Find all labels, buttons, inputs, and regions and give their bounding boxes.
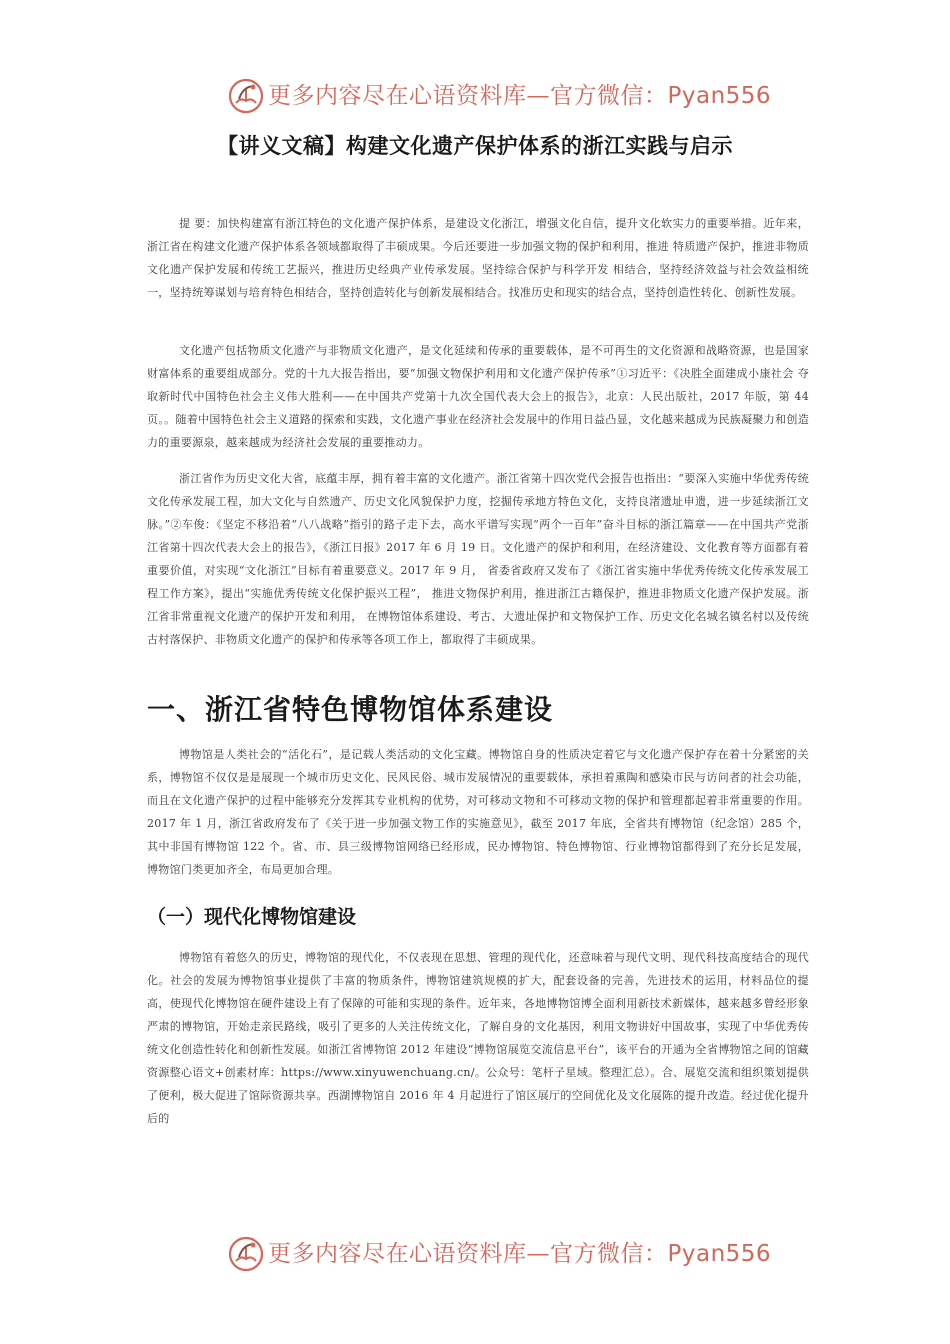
watermark-text-bottom: 更多内容尽在心语资料库—官方微信：Pyan556 xyxy=(268,1241,772,1267)
body-paragraph-3: 博物馆是人类社会的“活化石”，是记载人类活动的文化宝藏。博物馆自身的性质决定着它与文化遗产保护存在着十分紧密的关系，博物馆不仅仅是是展现一个城市历史文化、民风民俗、城市发展情况的重要载体，承担着熏陶和感染市民与访问者的社会功能，而且在文化遗产保护的过程中能够充分发挥其专业机构的优势，对可移动文物和不可移动文物的保护和管理都起着非常重要的作用。2017 年 1 月，浙江省政府发布了《关于进一步加强文物工作的实施意见》，截至 2017 年底，全省共有博物馆（纪念馆）285 个，其中非国有博物馆 122 个。省、市、县三级博物馆网络已经形成，民办博物馆、特色博物馆、行业博物馆都得到了充分长足发展，博物馆门类更加齐全，布局更加合理。 xyxy=(147,748,809,876)
section-heading-1: 一、浙江省特色博物馆体系建设 xyxy=(147,693,554,726)
subsection-heading-1: （一）现代化博物馆建设 xyxy=(147,906,357,928)
body-paragraph-4: 博物馆有着悠久的历史，博物馆的现代化，不仅表现在思想、管理的现代化，还意味着与现代文明、现代科技高度结合的现代化。社会的发展为博物馆事业提供了丰富的物质条件，博物馆建筑规模的扩大，配套设备的完善，先进技术的运用，材料品位的提高，使现代化博物馆在硬件建设上有了保障的可能和实现的条件。近年来，各地博物馆博全面利用新技术新媒体，越来越多曾经形象严肃的博物馆，开始走亲民路线，吸引了更多的人关注传统文化，了解自身的文化基因，利用文物讲好中国故事，实现了中华优秀传统文化创造性转化和创新性发展。如浙江省博物馆 2012 年建设“博物馆展览交流信息平台”，该平台的开通为全省博物馆之间的馆藏资源整心语文+创素材库：https://www.xinyuwenchuang.cn/。公众号：笔杆子星域。整理汇总）。合、展览交流和组织策划提供了便利，极大促进了馆际资源共享。西湖博物馆自 2016 年 4 月起进行了馆区展厅的空间优化及文化展陈的提升改造。经过优化提升后的 xyxy=(147,951,809,1125)
watermark-banner-top xyxy=(0,74,950,118)
watermark-text-top: 更多内容尽在心语资料库—官方微信：Pyan556 xyxy=(268,83,772,109)
book-logo-icon xyxy=(227,77,265,115)
body-paragraph-2: 浙江省作为历史文化大省，底蕴丰厚，拥有着丰富的文化遗产。浙江省第十四次党代会报告也指出：“要深入实施中华优秀传统文化传承发展工程，加大文化与自然遗产、历史文化风貌保护力度，挖掘传承地方特色文化，支持良渚遗址申遗，进一步延续浙江文脉。”②车俊：《坚定不移沿着“八八战略”指引的路子走下去，高水平谱写实现“两个一百年”奋斗目标的浙江篇章——在中国共产党浙江省第十四次代表大会上的报告》，《浙江日报》2017 年 6 月 19 日。文化遗产的保护和利用，在经济建设、文化教育等方面都有着重要价值，对实现“文化浙江”目标有着重要意义。2017 年 9 月， 省委省政府又发布了《浙江省实施中华优秀传统文化传承发展工程工作方案》，提出“实施优秀传统文化保护振兴工程”， 推进文物保护利用，推进浙江古籍保护，推进非物质文化遗产保护发展。浙江省非常重视文化遗产的保护开发和利用， 在博物馆体系建设、考古、大遗址保护和文物保护工作、历史文化名城名镇名村以及传统古村落保护、非物质文化遗产的保护和传承等各项工作上，都取得了丰硕成果。 xyxy=(147,472,809,646)
abstract-paragraph: 提 要：加快构建富有浙江特色的文化遗产保护体系，是建设文化浙江，增强文化自信，提升文化软实力的重要举措。近年来，浙江省在构建文化遗产保护体系各领域都取得了丰硕成果。今后还要进一步加强文物的保护和利用，推进 特质遗产保护，推进非物质文化遗产保护发展和传统工艺振兴，推进历史经典产业传承发展。坚持综合保护与科学开发 相结合，坚持经济效益与社会效益相统一，坚持统筹谋划与培育特色相结合，坚持创造转化与创新发展相结合。找准历史和现实的结合点，坚持创造性转化、创新性发展。 xyxy=(147,217,809,299)
document-title: 【讲义文稿】构建文化遗产保护体系的浙江实践与启示 xyxy=(217,134,733,158)
body-paragraph-1: 文化遗产包括物质文化遗产与非物质文化遗产，是文化延续和传承的重要载体，是不可再生的文化资源和战略资源，也是国家财富体系的重要组成部分。党的十九大报告指出，要“加强文物保护利用和文化遗产保护传承”①习近平：《决胜全面建成小康社会 夺取新时代中国特色社会主义伟大胜利——在中国共产党第十九次全国代表大会上的报告》，北京：人民出版社，2017 年版，第 44 页。。随着中国特色社会主义道路的探索和实践，文化遗产事业在经济社会发展中的作用日益凸显，文化越来越成为民族凝聚力和创造力的重要源泉，越来越成为经济社会发展的重要推动力。 xyxy=(147,344,809,449)
watermark-banner-bottom xyxy=(0,1232,950,1276)
book-logo-icon xyxy=(227,1235,265,1273)
